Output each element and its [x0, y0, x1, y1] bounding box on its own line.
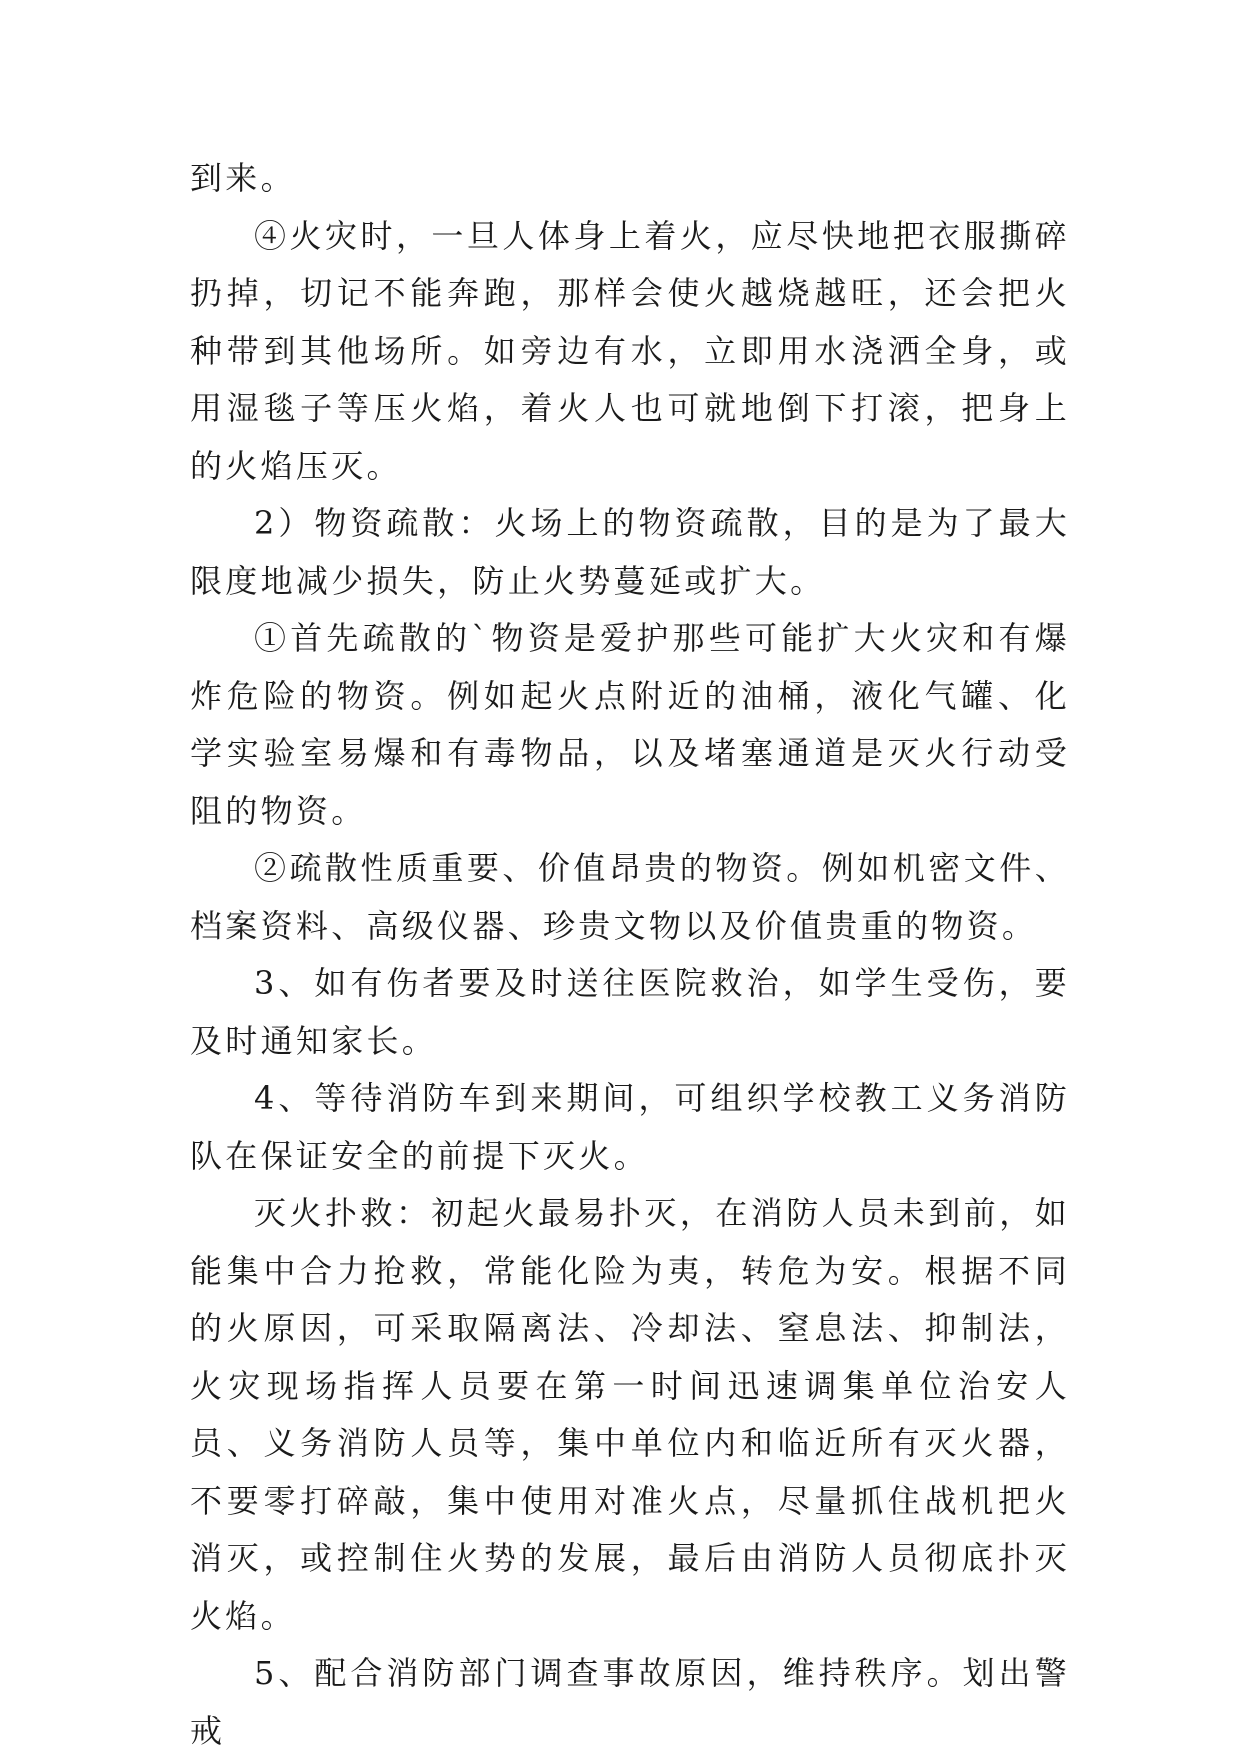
paragraph: 到来。 — [190, 159, 296, 197]
paragraph: ②疏散性质重要、价值昂贵的物资。例如机密文件、档案资料、高级仪器、珍贵文物以及价值贵重的物资。 — [190, 849, 1070, 945]
paragraph: 3、如有伤者要及时送往医院救治，如学生受伤，要及时通知家长。 — [190, 964, 1070, 1060]
paragraph: 5、配合消防部门调查事故原因，维持秩序。划出警戒 — [190, 1654, 1070, 1750]
paragraph: 2）物资疏散：火场上的物资疏散，目的是为了最大限度地减少损失，防止火势蔓延或扩大。 — [190, 504, 1070, 600]
document-body — [190, 150, 1070, 1760]
paragraph: ①首先疏散的`物资是爱护那些可能扩大火灾和有爆炸危险的物资。例如起火点附近的油桶，液化气罐、化学实验室易爆和有毒物品，以及堵塞通道是灭火行动受阻的物资。 — [190, 619, 1070, 830]
paragraph: 灭火扑救：初起火最易扑灭，在消防人员未到前，如能集中合力抢救，常能化险为夷，转危为安。根据不同的火原因，可采取隔离法、冷却法、窒息法、抑制法，火灾现场指挥人员要在第一时间迅速调集单位治安人员、义务消防人员等，集中单位内和临近所有灭火器，不要零打碎敲，集中使用对准火点，尽量抓住战机把火消灭，或控制住火势的发展，最后由消防人员彻底扑灭火焰。 — [190, 1194, 1070, 1635]
paragraph: ④火灾时，一旦人体身上着火，应尽快地把衣服撕碎扔掉，切记不能奔跑，那样会使火越烧越旺，还会把火种带到其他场所。如旁边有水，立即用水浇洒全身，或用湿毯子等压火焰，着火人也可就地倒下打滚，把身上的火焰压灭。 — [190, 216, 1070, 485]
paragraph: 4、等待消防车到来期间，可组织学校教工义务消防队在保证安全的前提下灭火。 — [190, 1079, 1070, 1175]
